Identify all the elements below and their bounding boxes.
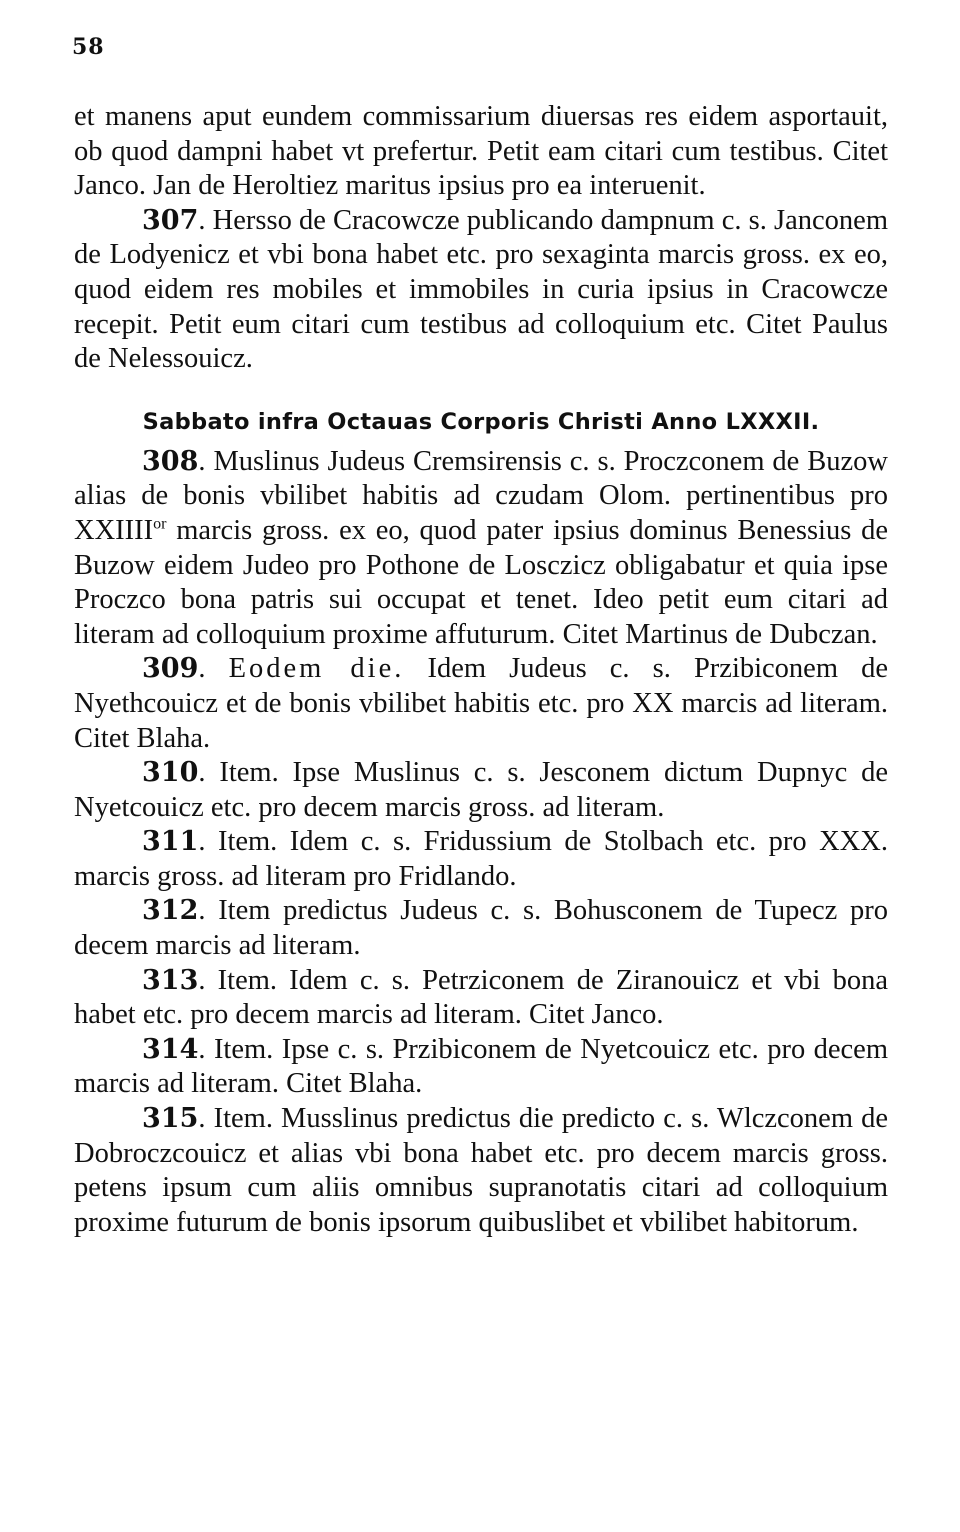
entry-314: 314. Item. Ipse c. s. Przibiconem de Nyetcouicz etc. pro decem marcis ad literam. Citet Blaha.: [74, 1033, 888, 1100]
entry-text: Item. Ipse c. s. Przibiconem de Nyetcouicz etc. pro decem marcis ad literam. Citet Blaha.: [74, 1033, 888, 1100]
entry-text: Item. Idem c. s. Fridussium de Stolbach etc. pro XXX. marcis gross. ad literam pro Fridlando.: [74, 826, 888, 892]
entry-text: Item predictus Judeus c. s. Bohusconem de Tupecz pro decem marcis ad literam.: [74, 895, 888, 962]
entry-310: 310. Item. Ipse Muslinus c. s. Jesconem dictum Dupnyc de Nyetcouicz etc. pro decem marcis gross. ad literam.: [74, 757, 889, 823]
spaced-phrase: Eodem die.: [228, 653, 405, 685]
section-heading: Sabbato infra Octauas Corporis Christi Anno LXXXII.: [142, 408, 820, 435]
page-number: 58: [72, 34, 105, 60]
entry-number: 310: [142, 757, 199, 789]
entry-number: 307: [142, 204, 199, 236]
entry-315: 315. Item. Musslinus predictus die predicto c. s. Wlczconem de Dobroczcouicz et alias vbi bona habet etc. pro decem marcis gross. petens ipsum cum aliis omnibus supranotatis citari ad colloquium proxime futurum de bonis ipsorum quibuslibet et vbilibet habitorum.: [74, 1103, 888, 1238]
entry-number: 308: [142, 445, 199, 477]
entry-text: Idem Judeus c. s. Przibiconem de Nyethcouicz et de bonis vbilibet habitis etc. pro XX marcis ad literam. Citet Blaha.: [74, 653, 888, 754]
entry-number: 311: [142, 826, 199, 858]
entry-308: 308. Muslinus Judeus Cremsirensis c. s. Proczconem de Buzow alias de bonis vbilibet habitis ad czudam Olom. pertinentibus pro $XXIIII^{or}$ marcis gross. ex eo, quod pater ipsius dominus Benessius de Buzow eidem Judeo pro Pothone de Losczicz obligabatur et quia ipse Proczco bona patris sui occupat et tenet. Ideo petit eum citari ad literam ad colloquium proxime affuturum. Citet Martinus de Dubczan.: [74, 445, 888, 650]
entry-number: 314: [142, 1033, 199, 1065]
superscript: or: [153, 515, 167, 533]
entry-text: Hersso de Cracowcze publicando dampnum c. s. Janconem de Lodyenicz et vbi bona habet etc. pro sexaginta marcis gross. ex eo, quod eidem res mobiles et immobiles in curia ipsius in Cracowcze recepit. Petit eum citari cum testibus ad colloquium etc. Citet Paulus de Nelessouicz.: [74, 204, 888, 375]
entry-text-continued: marcis gross. ex eo, quod pater ipsius dominus Benessius de Buzow eidem Judeo pro Pothone de Losczicz obligabatur et quia ipse Proczco bona patris sui occupat et tenet. Ideo petit eum citari ad literam ad colloquium proxime affuturum. Citet Martinus de Dubczan.: [74, 514, 888, 650]
entry-number: 313: [142, 964, 199, 996]
entry-text: Item. Idem c. s. Petrziconem de Ziranouicz et vbi bona habet etc. pro decem marcis ad literam. Citet Janco.: [74, 964, 889, 1031]
entry-number: 309: [142, 653, 199, 685]
entry-311: 311. Item. Idem c. s. Fridussium de Stolbach etc. pro XXX. marcis gross. ad literam pro Fridlando.: [74, 826, 888, 892]
entry-text: Muslinus Judeus Cremsirensis c. s. Proczconem de Buzow alias de bonis vbilibet habitis ad czudam Olom. pertinentibus pro XXIIII: [74, 445, 888, 546]
entry-307: 307. Hersso de Cracowcze publicando dampnum c. s. Janconem de Lodyenicz et vbi bona habet etc. pro sexaginta marcis gross. ex eo, quod eidem res mobiles et immobiles in curia ipsius in Cracowcze recepit. Petit eum citari cum testibus ad colloquium etc. Citet Paulus de Nelessouicz.: [74, 204, 888, 375]
entry-text: Item. Ipse Muslinus c. s. Jesconem dictum Dupnyc de Nyetcouicz etc. pro decem marcis gross. ad literam.: [74, 757, 889, 823]
entry-312: 312. Item predictus Judeus c. s. Bohusconem de Tupecz pro decem marcis ad literam.: [74, 895, 888, 962]
intro-paragraph: et manens aput eundem commissarium diuersas res eidem asportauit, ob quod dampni habet vt prefertur. Petit eam citari cum testibus. Citet Janco. Jan de Heroltiez maritus ipsius pro ea interuenit.: [74, 101, 888, 202]
entry-313: 313. Item. Idem c. s. Petrziconem de Ziranouicz et vbi bona habet etc. pro decem marcis ad literam. Citet Janco.: [74, 964, 889, 1031]
entry-number: 312: [142, 895, 199, 927]
entry-309: 309. Eodem die. Idem Judeus c. s. Przibiconem de Nyethcouicz et de bonis vbilibet habitis etc. pro XX marcis ad literam. Citet Blaha.: [74, 653, 888, 754]
entry-text: Item. Musslinus predictus die predicto c. s. Wlczconem de Dobroczcouicz et alias vbi bona habet etc. pro decem marcis gross. petens ipsum cum aliis omnibus supranotatis citari ad colloquium proxime futurum de bonis ipsorum quibuslibet et vbilibet habitorum.: [74, 1103, 888, 1238]
page-text: [74, 100, 888, 1240]
entry-number: 315: [142, 1103, 199, 1135]
